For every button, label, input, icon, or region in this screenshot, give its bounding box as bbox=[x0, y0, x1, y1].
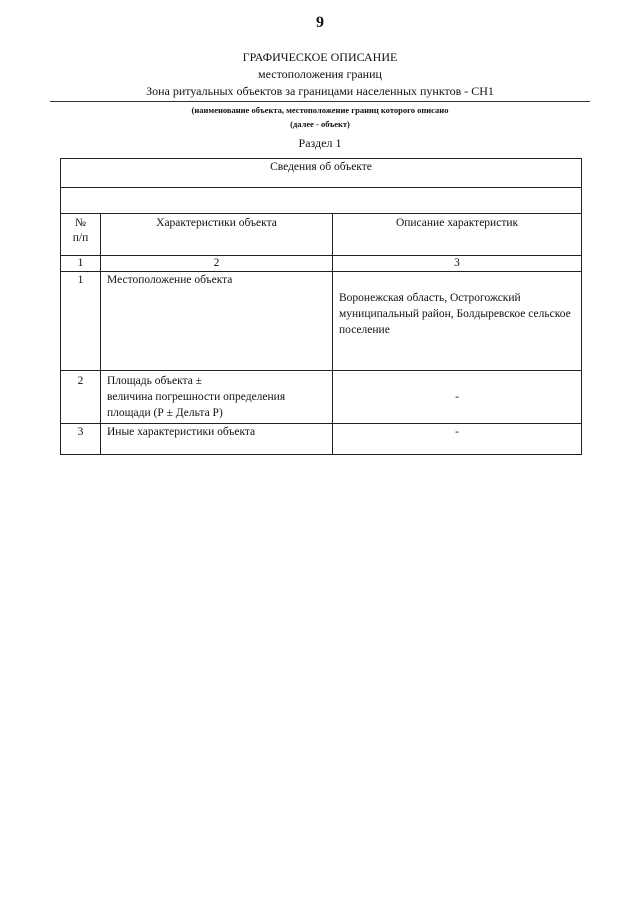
row-characteristic: Площадь объекта ± величина погрешности определения площади (Р ± Дельта Р) bbox=[101, 371, 333, 424]
table-header-row bbox=[61, 214, 582, 256]
row-description: Воронежская область, Острогожский муниципальный район, Болдыревское сельское поселение bbox=[333, 272, 582, 371]
table-row bbox=[61, 371, 582, 424]
column-number-3: 3 bbox=[333, 256, 582, 272]
document-header bbox=[60, 49, 580, 131]
column-number-row bbox=[61, 256, 582, 272]
row-characteristic: Иные характеристики объекта bbox=[101, 424, 333, 455]
object-name-note-2: (далее - объект) bbox=[290, 119, 350, 129]
page-number: 9 bbox=[316, 14, 324, 31]
row-description: - bbox=[333, 424, 582, 455]
table-title: Сведения об объекте bbox=[61, 159, 582, 188]
row-characteristic: Местоположение объекта bbox=[101, 272, 333, 371]
document-title: ГРАФИЧЕСКОЕ ОПИСАНИЕ bbox=[242, 50, 398, 64]
column-number-1: 1 bbox=[61, 256, 101, 272]
column-header-description: Описание характеристик bbox=[333, 214, 582, 256]
object-name-note: (наименование объекта, местоположение границ которого описано bbox=[191, 105, 449, 115]
table-row bbox=[61, 424, 582, 455]
object-info-table bbox=[60, 158, 582, 455]
column-number-2: 2 bbox=[101, 256, 333, 272]
section-title: Раздел 1 bbox=[298, 136, 342, 150]
table-row bbox=[61, 272, 582, 371]
column-header-characteristic: Характеристики объекта bbox=[101, 214, 333, 256]
table-empty-cell bbox=[61, 188, 582, 214]
row-number: 2 bbox=[61, 371, 101, 424]
object-name: Зона ритуальных объектов за границами населенных пунктов - СН1 bbox=[50, 83, 590, 102]
table-title-row bbox=[61, 159, 582, 188]
row-description: - bbox=[333, 371, 582, 424]
table-empty-row bbox=[61, 188, 582, 214]
row-number: 1 bbox=[61, 272, 101, 371]
document-subtitle: местоположения границ bbox=[258, 67, 382, 81]
column-header-number: № п/п bbox=[61, 214, 101, 256]
row-number: 3 bbox=[61, 424, 101, 455]
